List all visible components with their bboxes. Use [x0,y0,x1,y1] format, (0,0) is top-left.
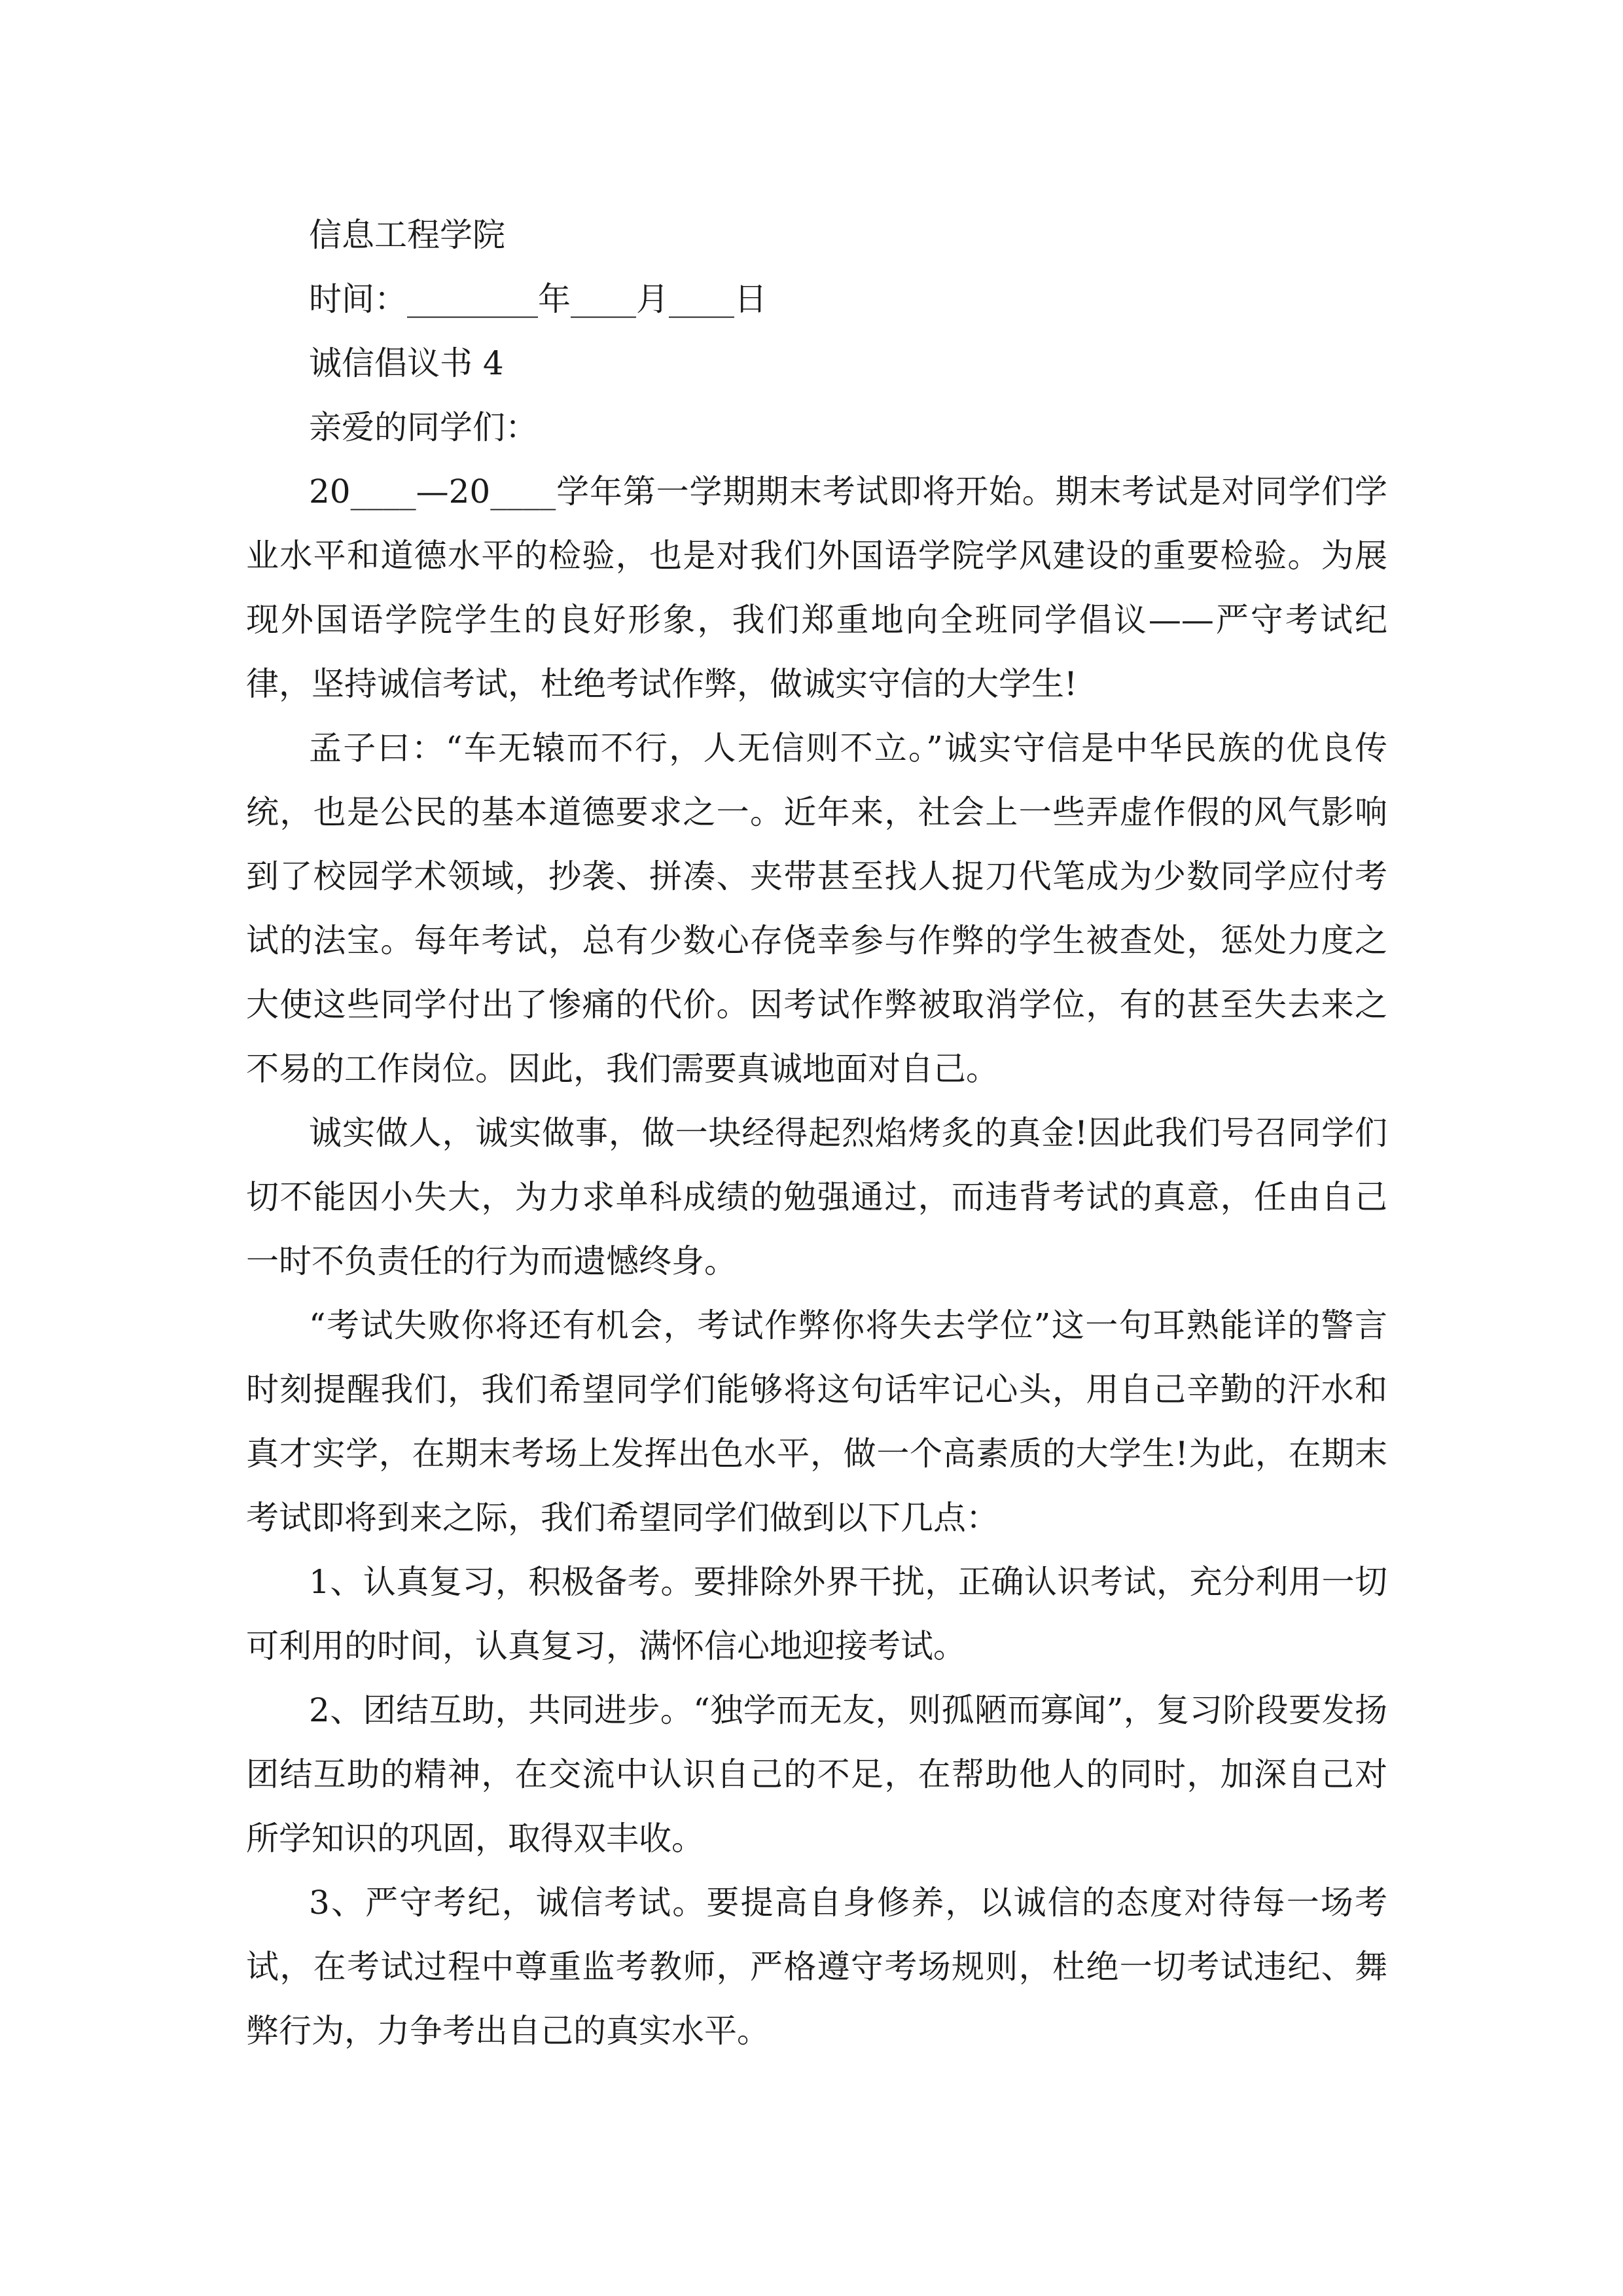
paragraph-exam-announcement: 20____—20____学年第一学期期末考试即将开始。期末考试是对同学们学业水平和道德水平的检验，也是对我们外国语学院学风建设的重要检验。为展现外国语学院学生的良好形象，我们郑重地向全班同学倡议——严守考试纪律，坚持诚信考试，杜绝考试作弊，做诚实守信的大学生! [246,473,1387,703]
list-item-mutual-help: 2、团结互助，共同进步。“独学而无友，则孤陋而寡闻”，复习阶段要发扬团结互助的精神，在交流中认识自己的不足，在帮助他人的同时，加深自己对所学知识的巩固，取得双丰收。 [246,1691,1387,1857]
greeting: 亲爱的同学们： [309,408,538,446]
school-name: 信息工程学院 [309,216,505,254]
list-item-review: 1、认真复习，积极备考。要排除外界干扰，正确认识考试，充分利用一切可利用的时间，认真复习，满怀信心地迎接考试。 [246,1563,1387,1665]
document-title: 诚信倡议书 4 [309,344,504,382]
paragraph-honesty-call: 诚实做人，诚实做事，做一块经得起烈焰烤炙的真金!因此我们号召同学们切不能因小失大，为力求单科成绩的勉强通过，而违背考试的真意，任由自己一时不负责任的行为而遗憾终身。 [246,1114,1387,1280]
list-item-exam-discipline: 3、严守考纪，诚信考试。要提高自身修养，以诚信的态度对待每一场考试，在考试过程中尊重监考教师，严格遵守考场规则，杜绝一切考试违纪、舞弊行为，力争考出自己的真实水平。 [246,1884,1387,2050]
date-line: 时间：________年____月____日 [309,280,767,318]
paragraph-warning-quote: “考试失败你将还有机会，考试作弊你将失去学位”这一句耳熟能详的警言时刻提醒我们，我们希望同学们能够将这句话牢记心头，用自己辛勤的汗水和真才实学，在期末考场上发挥出色水平，做一个高素质的大学生!为此，在期末考试即将到来之际，我们希望同学们做到以下几点： [246,1306,1387,1537]
document-body [246,203,1387,2063]
paragraph-mencius-quote: 孟子曰：“车无辕而不行，人无信则不立。”诚实守信是中华民族的优良传统，也是公民的基本道德要求之一。近年来，社会上一些弄虚作假的风气影响到了校园学术领域，抄袭、拼凑、夹带甚至找人捉刀代笔成为少数同学应付考试的法宝。每年考试，总有少数心存侥幸参与作弊的学生被查处，惩处力度之大使这些同学付出了惨痛的代价。因考试作弊被取消学位，有的甚至失去来之不易的工作岗位。因此，我们需要真诚地面对自己。 [246,729,1387,1088]
